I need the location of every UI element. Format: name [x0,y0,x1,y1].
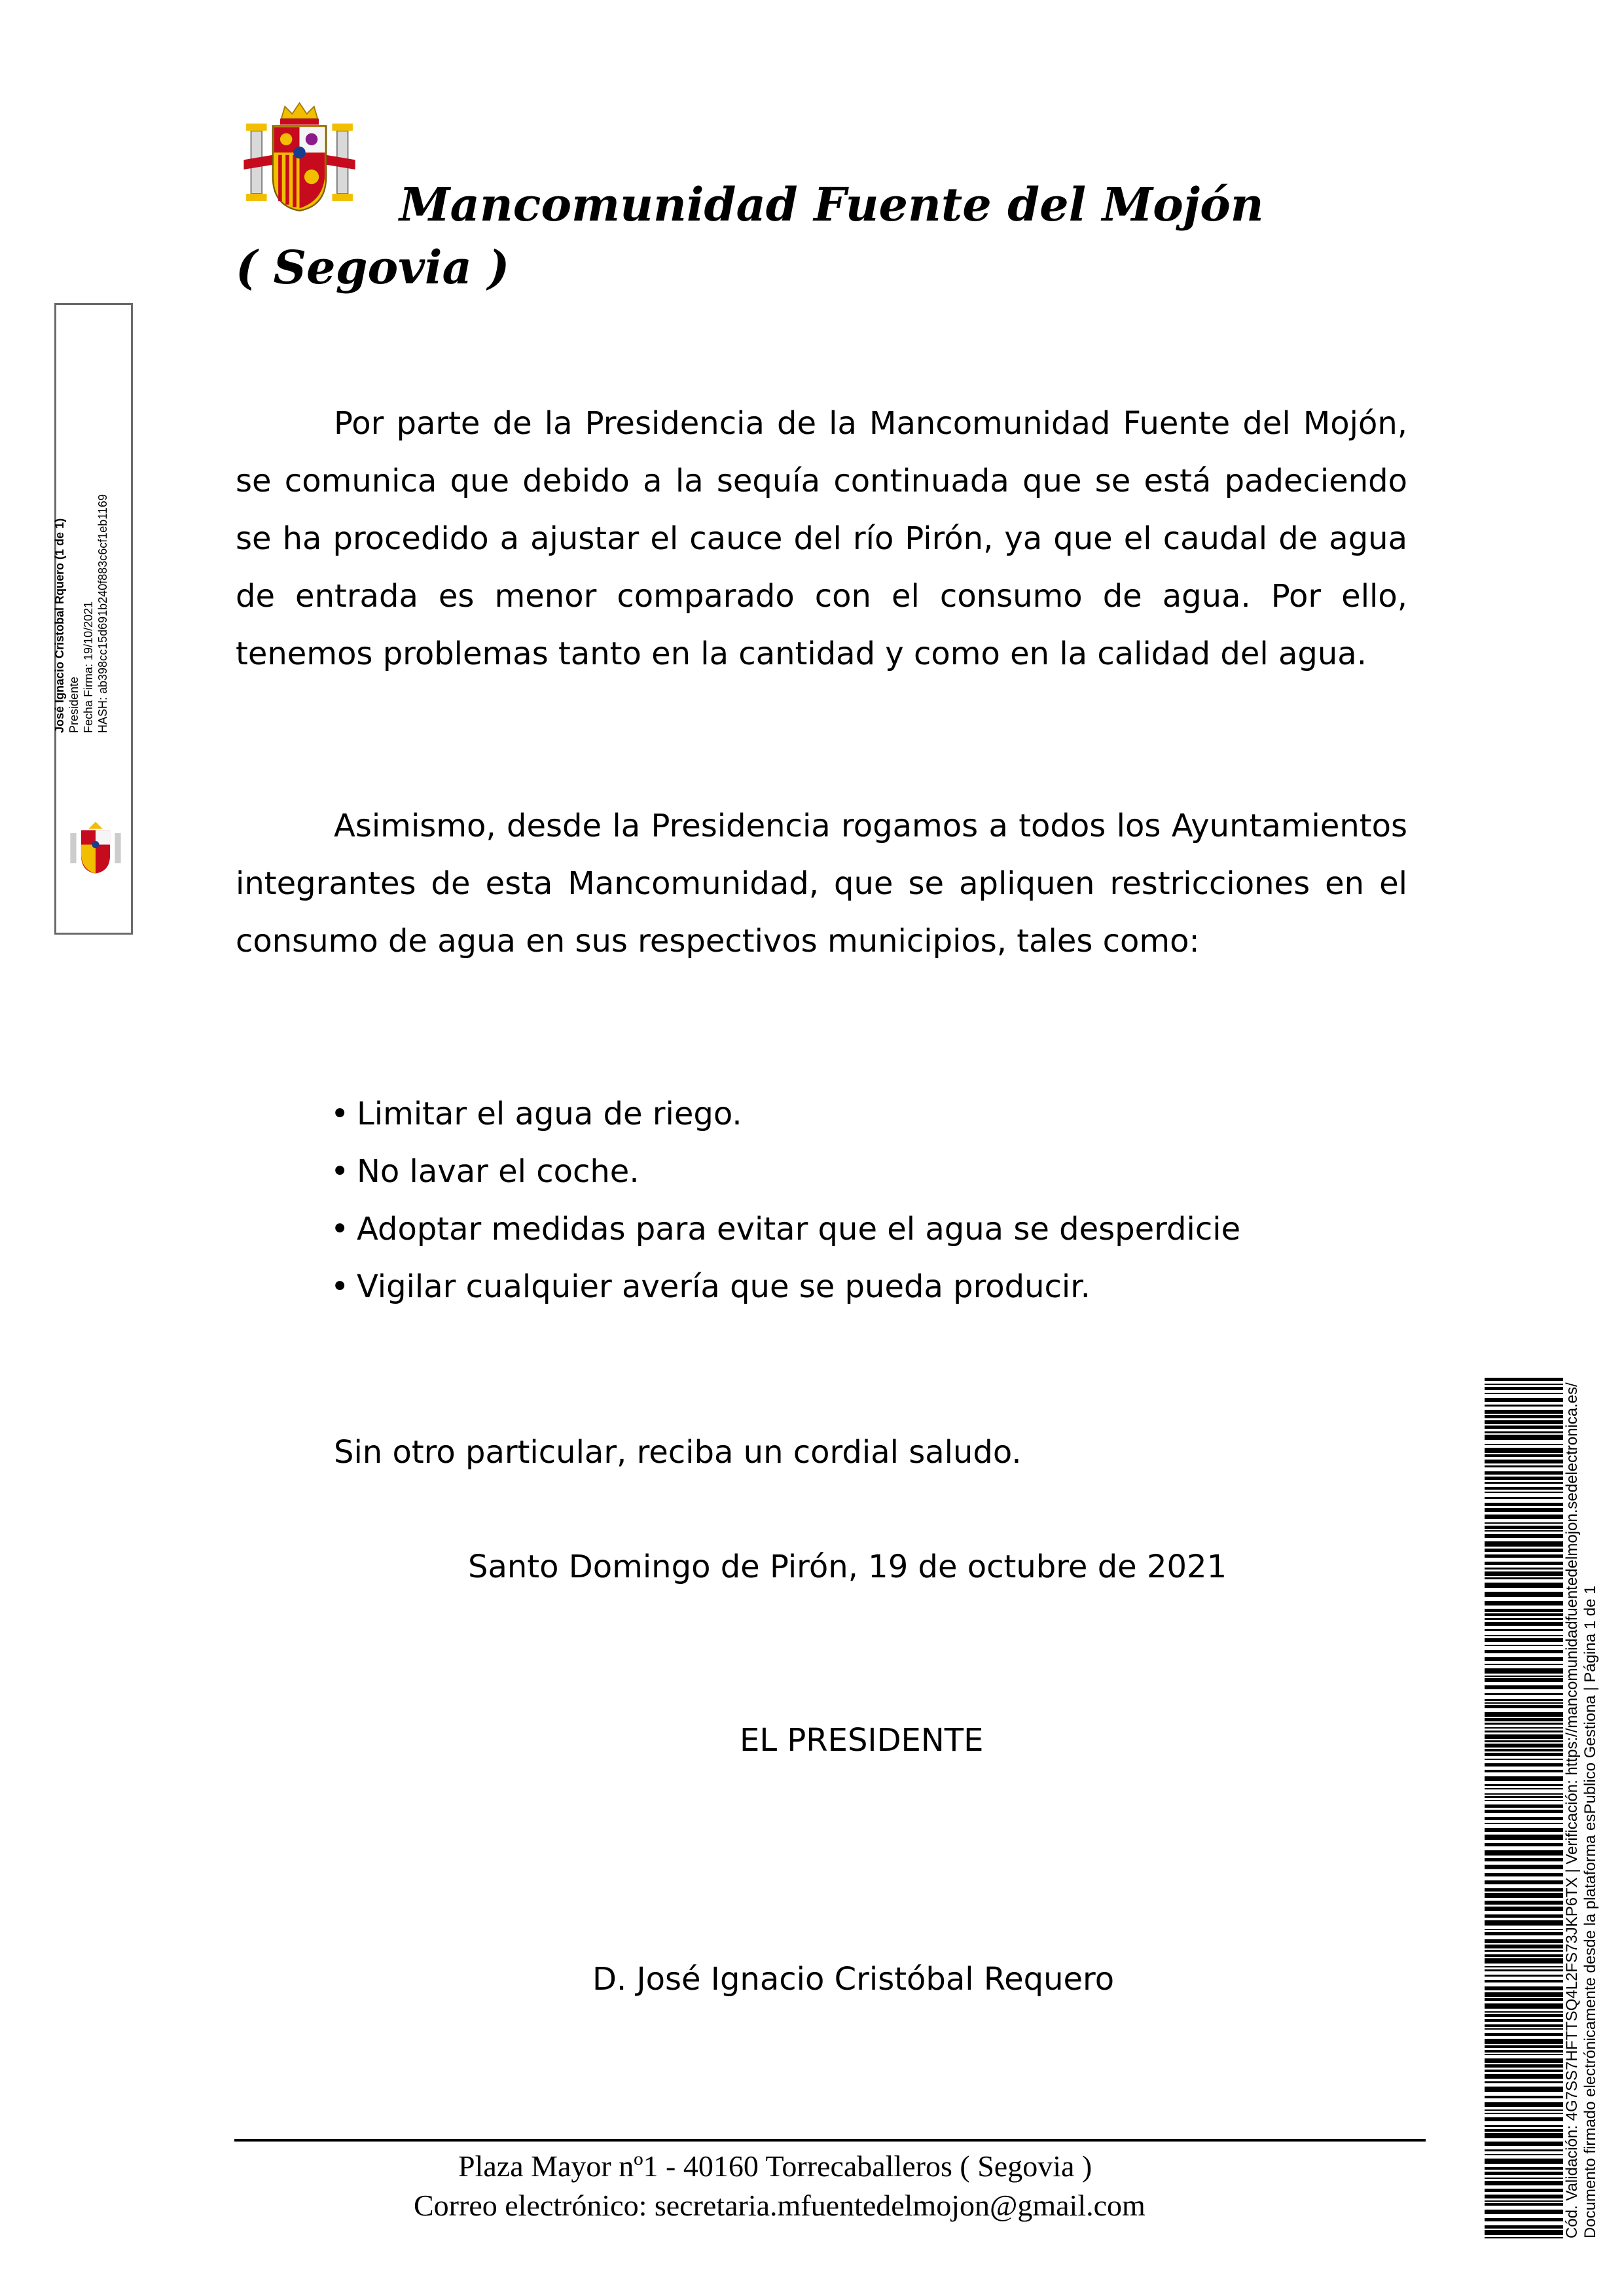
stamp-coat-of-arms-icon [65,818,126,878]
measures-list [331,1085,1240,1316]
signature-stamp-text: José Ignacio Cristobal Rquero (1 de 1) Presidente Fecha Firma: 19/10/2021 HASH: ab398cc15d691b240f883c6cf1eb1169 [53,494,109,733]
list-item: • Limitar el agua de riego. [331,1096,742,1132]
footer-divider [234,2139,1426,2142]
paragraph-2: Asimismo, desde la Presidencia rogamos a todos los Ayuntamientos integrantes de esta Mancomunidad, que se apliquen restricciones en el consumo de agua en sus respectivos municipios, tales como: [236,808,1407,960]
list-item: • No lavar el coche. [331,1153,640,1190]
header-title [236,173,1264,299]
list-item: • Adoptar medidas para evitar que el agua se desperdicie [331,1211,1241,1247]
paragraph-1: Por parte de la Presidencia de la Mancomunidad Fuente del Mojón, se comunica que debido a la sequía continuada que se está padeciendo se ha procedido a ajustar el cauce del río Pirón, ya que el caudal de agua de entrada es menor comparado con el consumo de agua. Por ello, tenemos problemas tanto en la cantidad y como en la calidad del agua. [236,405,1407,672]
validation-text: Cód. Validación: 4G7SS7HFTTSQ4L2FS73JKP6TX | Verificación: https://mancomunidadfuentedelmojon.sedelectronica.es/ Documento firmado electrónicamente desde la plataforma esPublico Gestiona | Página 1 de 1 [1563,1382,1599,2238]
footer-address: Plaza Mayor nº1 - 40160 Torrecaballeros ( Segovia ) [458,2149,1092,2183]
list-item: • Vigilar cualquier avería que se pueda producir. [331,1268,1091,1305]
org-name: Mancomunidad Fuente del Mojón [399,177,1264,232]
signer-name: D. José Ignacio Cristóbal Requero [592,1961,1115,1998]
place-date: Santo Domingo de Pirón, 19 de octubre de 2021 [468,1549,1227,1585]
closing-line: Sin otro particular, reciba un cordial saludo. [334,1434,1022,1471]
signer-role: EL PRESIDENTE [740,1722,984,1759]
barcode-icon [1485,1378,1563,2238]
org-province: ( Segovia ) [236,240,510,295]
footer-email: Correo electrónico: secretaria.mfuentedelmojon@gmail.com [414,2189,1146,2222]
